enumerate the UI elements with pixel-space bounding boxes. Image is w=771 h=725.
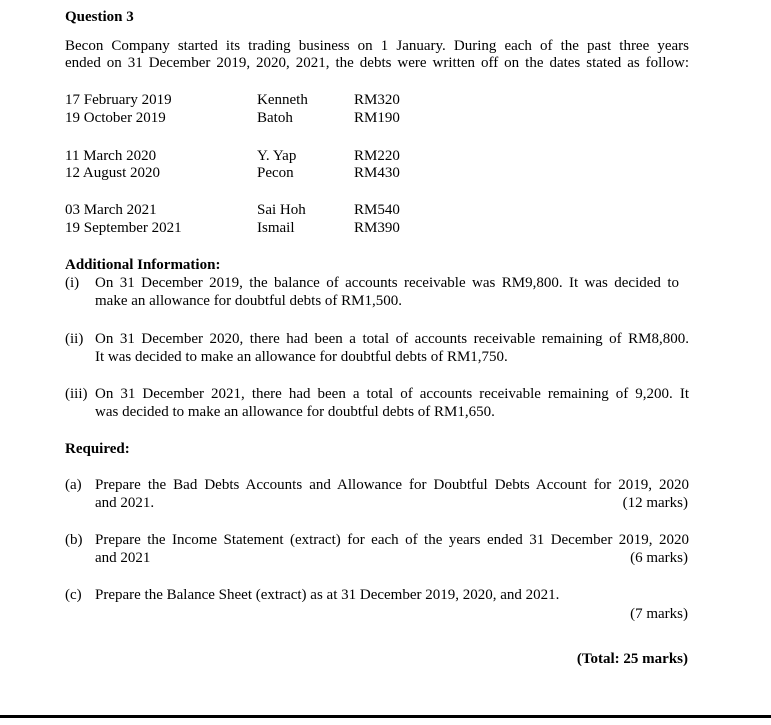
- debt-name: Kenneth: [257, 92, 308, 108]
- item-label: (iii): [65, 386, 88, 402]
- debt-amount: RM390: [354, 220, 400, 236]
- marks: (12 marks): [622, 495, 688, 511]
- item-text-line-2: and 2021: [95, 550, 151, 566]
- debt-name: Y. Yap: [257, 148, 297, 164]
- debt-date: 11 March 2020: [65, 148, 157, 164]
- item-text-line-2: was decided to make an allowance for doubtful debts of RM1,650.: [95, 404, 495, 420]
- debt-name: Ismail: [257, 220, 295, 236]
- item-text-line-1: Prepare the Balance Sheet (extract) as at 31 December 2019, 2020, and 2021.: [95, 587, 560, 603]
- debt-amount: RM190: [354, 110, 400, 126]
- item-text-line-2: and 2021.: [95, 495, 155, 511]
- item-label: (b): [65, 532, 83, 548]
- intro-line-1: Becon Company started its trading business on 1 January. During each of the past three years: [65, 38, 689, 54]
- debt-amount: RM220: [354, 148, 400, 164]
- debt-amount: RM540: [354, 202, 400, 218]
- intro-line-2: ended on 31 December 2019, 2020, 2021, the debts were written off on the dates stated as follow:: [65, 55, 689, 71]
- item-label: (i): [65, 275, 80, 291]
- item-text-line-1: Prepare the Income Statement (extract) for each of the years ended 31 December 2019, 2020: [95, 532, 689, 548]
- debt-amount: RM430: [354, 165, 400, 181]
- marks: (7 marks): [630, 606, 688, 622]
- question-title: Question 3: [65, 9, 134, 25]
- debt-name: Sai Hoh: [257, 202, 306, 218]
- item-text-line-2: It was decided to make an allowance for doubtful debts of RM1,750.: [95, 349, 508, 365]
- debt-date: 17 February 2019: [65, 92, 172, 108]
- marks: (6 marks): [630, 550, 688, 566]
- item-label: (a): [65, 477, 82, 493]
- required-heading: Required:: [65, 441, 130, 457]
- item-text-line-1: On 31 December 2021, there had been a total of accounts receivable remaining of 9,200. It: [95, 386, 689, 402]
- debt-date: 19 October 2019: [65, 110, 166, 126]
- item-text-line-2: make an allowance for doubtful debts of RM1,500.: [95, 293, 403, 309]
- debt-date: 03 March 2021: [65, 202, 157, 218]
- debt-name: Pecon: [257, 165, 294, 181]
- item-text-line-1: On 31 December 2019, the balance of accounts receivable was RM9,800. It was decided to: [95, 275, 679, 291]
- item-label: (ii): [65, 331, 84, 347]
- additional-heading: Additional Information:: [65, 257, 221, 273]
- total-marks: (Total: 25 marks): [576, 651, 688, 667]
- debt-amount: RM320: [354, 92, 400, 108]
- item-text-line-1: Prepare the Bad Debts Accounts and Allowance for Doubtful Debts Account for 2019, 2020: [95, 477, 689, 493]
- debt-date: 19 September 2021: [65, 220, 182, 236]
- item-text-line-1: On 31 December 2020, there had been a total of accounts receivable remaining of RM8,800.: [95, 331, 689, 347]
- item-label: (c): [65, 587, 82, 603]
- debt-date: 12 August 2020: [65, 165, 161, 181]
- debt-name: Batoh: [257, 110, 293, 126]
- bottom-divider: [0, 715, 771, 718]
